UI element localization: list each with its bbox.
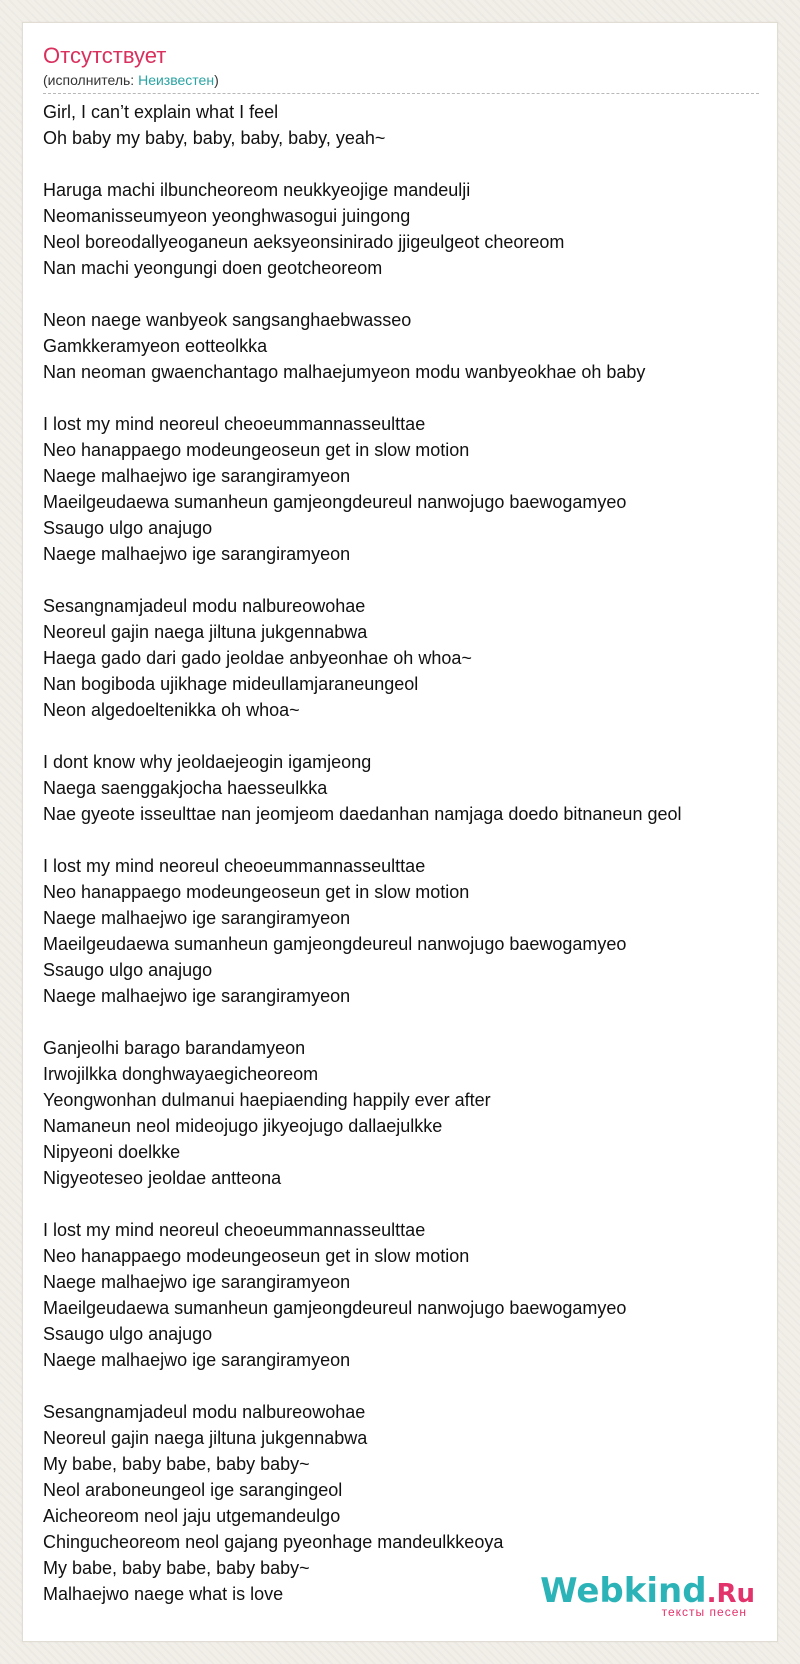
lyric-line: I lost my mind neoreul cheoeummannasseulttae [43,856,426,876]
lyric-line: Girl, I can’t explain what I feel [43,102,279,122]
lyric-line: Neol araboneungeol ige sarangingeol [43,1480,343,1500]
lyric-line: I lost my mind neoreul cheoeummannasseulttae [43,1220,426,1240]
stanza-break [43,1373,763,1399]
lyric-line: Gamkkeramyeon eotteolkka [43,336,268,356]
lyric-line: Maeilgeudaewa sumanheun gamjeongdeureul nanwojugo baewogamyeo [43,934,627,954]
artist-link[interactable]: Неизвестен [138,72,215,88]
lyric-line: Ssaugo ulgo anajugo [43,518,213,538]
lyric-line: Neo hanappaego modeungeoseun get in slow motion [43,882,470,902]
lyric-line: Sesangnamjadeul modu nalbureowohae [43,1402,366,1422]
lyric-line: Oh baby my baby, baby, baby, baby, yeah~ [43,128,386,148]
lyric-line: I dont know why jeoldaejeogin igamjeong [43,752,372,772]
stanza-break [43,1191,763,1217]
lyric-line: Maeilgeudaewa sumanheun gamjeongdeureul nanwojugo baewogamyeo [43,1298,627,1318]
lyric-line: Sesangnamjadeul modu nalbureowohae [43,596,366,616]
lyric-line: Nan bogiboda ujikhage mideullamjaraneungeol [43,674,419,694]
lyric-line: My babe, baby babe, baby baby~ [43,1454,310,1474]
lyric-line: Naega saenggakjocha haesseulkka [43,778,328,798]
lyric-line: Naege malhaejwo ige sarangiramyeon [43,986,351,1006]
lyric-line: Neoreul gajin naega jiltuna jukgennabwa [43,622,368,642]
stanza-break [43,827,763,853]
stanza-break [43,723,763,749]
stanza-break [43,1009,763,1035]
stanza-break [43,151,763,177]
lyric-line: Neon naege wanbyeok sangsanghaebwasseo [43,310,412,330]
artist-suffix: ) [214,72,219,88]
lyric-line: Ssaugo ulgo anajugo [43,960,213,980]
logo-tagline: тексты песен [661,1605,747,1619]
lyric-line: Nipyeoni doelkke [43,1142,181,1162]
lyric-line: Haruga machi ilbuncheoreom neukkyeojige mandeulji [43,180,471,200]
logo-tld: .Ru [706,1579,755,1609]
header-divider [43,93,759,94]
stanza-break [43,281,763,307]
song-title: Отсутствует [43,43,167,68]
lyrics-card [22,22,778,1642]
lyric-line: Neon algedoeltenikka oh whoa~ [43,700,300,720]
stanza-break [43,385,763,411]
lyric-line: Neoreul gajin naega jiltuna jukgennabwa [43,1428,368,1448]
lyric-line: Nigyeoteseo jeoldae antteona [43,1168,282,1188]
logo-brand: Webkind [540,1571,707,1611]
lyric-line: Naege malhaejwo ige sarangiramyeon [43,1272,351,1292]
lyric-line: Aicheoreom neol jaju utgemandeulgo [43,1506,341,1526]
lyric-line: Neo hanappaego modeungeoseun get in slow motion [43,440,470,460]
lyric-line: I lost my mind neoreul cheoeummannasseulttae [43,414,426,434]
lyric-line: My babe, baby babe, baby baby~ [43,1558,310,1578]
lyric-line: Maeilgeudaewa sumanheun gamjeongdeureul nanwojugo baewogamyeo [43,492,627,512]
lyric-line: Nae gyeote isseulttae nan jeomjeom daedanhan namjaga doedo bitnaneun geol [43,804,682,824]
lyric-line: Yeongwonhan dulmanui haepiaending happily ever after [43,1090,491,1110]
lyric-line: Nan machi yeongungi doen geotcheoreom [43,258,383,278]
lyric-line: Haega gado dari gado jeoldae anbyeonhae oh whoa~ [43,648,472,668]
lyric-line: Neol boreodallyeoganeun aeksyeonsinirado jjigeulgeot cheoreom [43,232,565,252]
lyric-line: Ssaugo ulgo anajugo [43,1324,213,1344]
lyric-line: Malhaejwo naege what is love [43,1584,284,1604]
artist-prefix: (исполнитель: [43,72,139,88]
lyric-line: Naege malhaejwo ige sarangiramyeon [43,908,351,928]
lyric-line: Naege malhaejwo ige sarangiramyeon [43,1350,351,1370]
lyric-line: Nan neoman gwaenchantago malhaejumyeon modu wanbyeokhae oh baby [43,362,646,382]
lyric-line: Chingucheoreom neol gajang pyeonhage mandeulkkeoya [43,1532,504,1552]
lyric-line: Ganjeolhi barago barandamyeon [43,1038,306,1058]
lyric-line: Irwojilkka donghwayaegicheoreom [43,1064,319,1084]
webkind-logo[interactable] [540,1571,755,1619]
lyric-line: Naege malhaejwo ige sarangiramyeon [43,544,351,564]
lyric-line: Naege malhaejwo ige sarangiramyeon [43,466,351,486]
artist-line [43,72,219,88]
lyric-line: Neomanisseumyeon yeonghwasogui juingong [43,206,411,226]
lyrics-body [43,99,763,1607]
stanza-break [43,567,763,593]
lyric-line: Namaneun neol mideojugo jikyeojugo dallaejulkke [43,1116,443,1136]
lyric-line: Neo hanappaego modeungeoseun get in slow motion [43,1246,470,1266]
